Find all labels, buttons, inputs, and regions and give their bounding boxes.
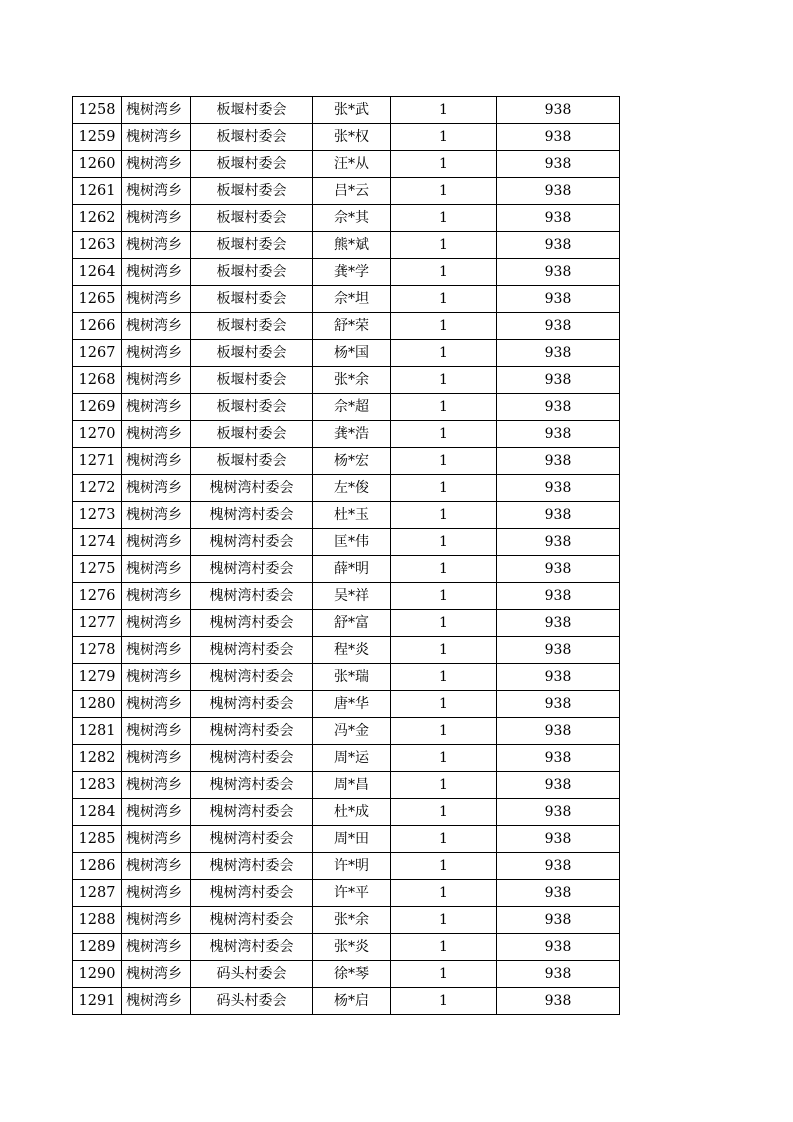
count-cell: 1	[391, 637, 497, 664]
table-row	[73, 934, 620, 961]
township-cell: 槐树湾乡	[122, 691, 191, 718]
village-committee-cell: 码头村委会	[191, 961, 313, 988]
amount-cell: 938	[497, 529, 620, 556]
amount-cell: 938	[497, 637, 620, 664]
count-cell: 1	[391, 340, 497, 367]
person-name-cell: 周*运	[313, 745, 391, 772]
table-row	[73, 367, 620, 394]
table-row	[73, 259, 620, 286]
person-name-cell: 周*田	[313, 826, 391, 853]
table-row	[73, 340, 620, 367]
row-number-cell: 1283	[73, 772, 122, 799]
township-cell: 槐树湾乡	[122, 961, 191, 988]
amount-cell: 938	[497, 907, 620, 934]
row-number-cell: 1284	[73, 799, 122, 826]
amount-cell: 938	[497, 502, 620, 529]
person-name-cell: 张*瑞	[313, 664, 391, 691]
count-cell: 1	[391, 799, 497, 826]
row-number-cell: 1277	[73, 610, 122, 637]
table-row	[73, 151, 620, 178]
table-row	[73, 880, 620, 907]
amount-cell: 938	[497, 367, 620, 394]
person-name-cell: 徐*琴	[313, 961, 391, 988]
person-name-cell: 许*平	[313, 880, 391, 907]
township-cell: 槐树湾乡	[122, 286, 191, 313]
table-row	[73, 421, 620, 448]
village-committee-cell: 槐树湾村委会	[191, 529, 313, 556]
table-row	[73, 610, 620, 637]
table-row	[73, 772, 620, 799]
village-committee-cell: 槐树湾村委会	[191, 664, 313, 691]
person-name-cell: 程*炎	[313, 637, 391, 664]
count-cell: 1	[391, 961, 497, 988]
row-number-cell: 1291	[73, 988, 122, 1015]
village-committee-cell: 板堰村委会	[191, 205, 313, 232]
person-name-cell: 杨*宏	[313, 448, 391, 475]
person-name-cell: 龚*学	[313, 259, 391, 286]
township-cell: 槐树湾乡	[122, 799, 191, 826]
row-number-cell: 1286	[73, 853, 122, 880]
village-committee-cell: 板堰村委会	[191, 313, 313, 340]
village-committee-cell: 槐树湾村委会	[191, 583, 313, 610]
township-cell: 槐树湾乡	[122, 124, 191, 151]
row-number-cell: 1281	[73, 718, 122, 745]
amount-cell: 938	[497, 232, 620, 259]
township-cell: 槐树湾乡	[122, 826, 191, 853]
count-cell: 1	[391, 691, 497, 718]
person-name-cell: 张*余	[313, 907, 391, 934]
township-cell: 槐树湾乡	[122, 313, 191, 340]
village-committee-cell: 槐树湾村委会	[191, 556, 313, 583]
village-committee-cell: 板堰村委会	[191, 421, 313, 448]
count-cell: 1	[391, 583, 497, 610]
village-committee-cell: 板堰村委会	[191, 340, 313, 367]
village-committee-cell: 槐树湾村委会	[191, 934, 313, 961]
row-number-cell: 1262	[73, 205, 122, 232]
village-committee-cell: 板堰村委会	[191, 97, 313, 124]
row-number-cell: 1273	[73, 502, 122, 529]
table-row	[73, 448, 620, 475]
amount-cell: 938	[497, 934, 620, 961]
table-row	[73, 124, 620, 151]
person-name-cell: 熊*斌	[313, 232, 391, 259]
row-number-cell: 1276	[73, 583, 122, 610]
count-cell: 1	[391, 664, 497, 691]
village-committee-cell: 板堰村委会	[191, 394, 313, 421]
township-cell: 槐树湾乡	[122, 664, 191, 691]
person-name-cell: 佘*坦	[313, 286, 391, 313]
table-body	[73, 97, 620, 1015]
count-cell: 1	[391, 988, 497, 1015]
count-cell: 1	[391, 529, 497, 556]
township-cell: 槐树湾乡	[122, 340, 191, 367]
village-committee-cell: 槐树湾村委会	[191, 637, 313, 664]
amount-cell: 938	[497, 124, 620, 151]
table-row	[73, 961, 620, 988]
person-name-cell: 汪*从	[313, 151, 391, 178]
row-number-cell: 1260	[73, 151, 122, 178]
amount-cell: 938	[497, 286, 620, 313]
row-number-cell: 1270	[73, 421, 122, 448]
township-cell: 槐树湾乡	[122, 988, 191, 1015]
village-committee-cell: 槐树湾村委会	[191, 880, 313, 907]
row-number-cell: 1259	[73, 124, 122, 151]
table-row	[73, 97, 620, 124]
township-cell: 槐树湾乡	[122, 502, 191, 529]
row-number-cell: 1271	[73, 448, 122, 475]
person-name-cell: 唐*华	[313, 691, 391, 718]
township-cell: 槐树湾乡	[122, 907, 191, 934]
township-cell: 槐树湾乡	[122, 151, 191, 178]
table-row	[73, 232, 620, 259]
amount-cell: 938	[497, 772, 620, 799]
table-row	[73, 475, 620, 502]
person-name-cell: 杨*启	[313, 988, 391, 1015]
township-cell: 槐树湾乡	[122, 529, 191, 556]
table-row	[73, 205, 620, 232]
table-row	[73, 907, 620, 934]
count-cell: 1	[391, 934, 497, 961]
row-number-cell: 1264	[73, 259, 122, 286]
amount-cell: 938	[497, 205, 620, 232]
amount-cell: 938	[497, 826, 620, 853]
person-name-cell: 杜*成	[313, 799, 391, 826]
person-name-cell: 左*俊	[313, 475, 391, 502]
amount-cell: 938	[497, 97, 620, 124]
township-cell: 槐树湾乡	[122, 367, 191, 394]
township-cell: 槐树湾乡	[122, 448, 191, 475]
count-cell: 1	[391, 232, 497, 259]
row-number-cell: 1278	[73, 637, 122, 664]
village-committee-cell: 槐树湾村委会	[191, 826, 313, 853]
village-committee-cell: 槐树湾村委会	[191, 718, 313, 745]
amount-cell: 938	[497, 151, 620, 178]
township-cell: 槐树湾乡	[122, 853, 191, 880]
count-cell: 1	[391, 97, 497, 124]
row-number-cell: 1265	[73, 286, 122, 313]
person-name-cell: 杜*玉	[313, 502, 391, 529]
village-committee-cell: 槐树湾村委会	[191, 907, 313, 934]
township-cell: 槐树湾乡	[122, 178, 191, 205]
row-number-cell: 1258	[73, 97, 122, 124]
amount-cell: 938	[497, 259, 620, 286]
table-row	[73, 394, 620, 421]
count-cell: 1	[391, 151, 497, 178]
township-cell: 槐树湾乡	[122, 205, 191, 232]
person-name-cell: 冯*金	[313, 718, 391, 745]
row-number-cell: 1269	[73, 394, 122, 421]
village-committee-cell: 板堰村委会	[191, 151, 313, 178]
amount-cell: 938	[497, 313, 620, 340]
village-committee-cell: 槐树湾村委会	[191, 691, 313, 718]
person-name-cell: 匡*伟	[313, 529, 391, 556]
township-cell: 槐树湾乡	[122, 718, 191, 745]
row-number-cell: 1268	[73, 367, 122, 394]
count-cell: 1	[391, 610, 497, 637]
person-name-cell: 薛*明	[313, 556, 391, 583]
township-cell: 槐树湾乡	[122, 583, 191, 610]
person-name-cell: 张*余	[313, 367, 391, 394]
amount-cell: 938	[497, 178, 620, 205]
amount-cell: 938	[497, 340, 620, 367]
amount-cell: 938	[497, 583, 620, 610]
person-name-cell: 张*武	[313, 97, 391, 124]
person-name-cell: 杨*国	[313, 340, 391, 367]
row-number-cell: 1279	[73, 664, 122, 691]
amount-cell: 938	[497, 961, 620, 988]
amount-cell: 938	[497, 421, 620, 448]
amount-cell: 938	[497, 556, 620, 583]
person-name-cell: 张*权	[313, 124, 391, 151]
table-row	[73, 853, 620, 880]
row-number-cell: 1289	[73, 934, 122, 961]
amount-cell: 938	[497, 610, 620, 637]
count-cell: 1	[391, 205, 497, 232]
table-row	[73, 691, 620, 718]
table-row	[73, 583, 620, 610]
amount-cell: 938	[497, 853, 620, 880]
count-cell: 1	[391, 367, 497, 394]
township-cell: 槐树湾乡	[122, 259, 191, 286]
table-row	[73, 826, 620, 853]
table-row	[73, 637, 620, 664]
person-name-cell: 吴*祥	[313, 583, 391, 610]
township-cell: 槐树湾乡	[122, 745, 191, 772]
row-number-cell: 1287	[73, 880, 122, 907]
row-number-cell: 1267	[73, 340, 122, 367]
row-number-cell: 1290	[73, 961, 122, 988]
person-name-cell: 佘*超	[313, 394, 391, 421]
person-name-cell: 吕*云	[313, 178, 391, 205]
count-cell: 1	[391, 826, 497, 853]
row-number-cell: 1263	[73, 232, 122, 259]
township-cell: 槐树湾乡	[122, 475, 191, 502]
table-row	[73, 745, 620, 772]
count-cell: 1	[391, 178, 497, 205]
township-cell: 槐树湾乡	[122, 637, 191, 664]
village-committee-cell: 板堰村委会	[191, 259, 313, 286]
village-committee-cell: 板堰村委会	[191, 124, 313, 151]
amount-cell: 938	[497, 664, 620, 691]
township-cell: 槐树湾乡	[122, 556, 191, 583]
row-number-cell: 1280	[73, 691, 122, 718]
row-number-cell: 1288	[73, 907, 122, 934]
amount-cell: 938	[497, 988, 620, 1015]
village-committee-cell: 槐树湾村委会	[191, 745, 313, 772]
amount-cell: 938	[497, 745, 620, 772]
person-name-cell: 舒*富	[313, 610, 391, 637]
township-cell: 槐树湾乡	[122, 97, 191, 124]
amount-cell: 938	[497, 691, 620, 718]
count-cell: 1	[391, 556, 497, 583]
table-row	[73, 286, 620, 313]
table-row	[73, 313, 620, 340]
village-committee-cell: 板堰村委会	[191, 178, 313, 205]
amount-cell: 938	[497, 718, 620, 745]
beneficiary-table	[72, 96, 620, 1015]
village-committee-cell: 槐树湾村委会	[191, 610, 313, 637]
village-committee-cell: 槐树湾村委会	[191, 502, 313, 529]
person-name-cell: 周*昌	[313, 772, 391, 799]
amount-cell: 938	[497, 880, 620, 907]
table-row	[73, 529, 620, 556]
township-cell: 槐树湾乡	[122, 232, 191, 259]
table-row	[73, 502, 620, 529]
row-number-cell: 1266	[73, 313, 122, 340]
count-cell: 1	[391, 907, 497, 934]
township-cell: 槐树湾乡	[122, 421, 191, 448]
table-row	[73, 664, 620, 691]
row-number-cell: 1285	[73, 826, 122, 853]
township-cell: 槐树湾乡	[122, 394, 191, 421]
village-committee-cell: 码头村委会	[191, 988, 313, 1015]
count-cell: 1	[391, 475, 497, 502]
count-cell: 1	[391, 853, 497, 880]
village-committee-cell: 槐树湾村委会	[191, 853, 313, 880]
count-cell: 1	[391, 124, 497, 151]
village-committee-cell: 板堰村委会	[191, 286, 313, 313]
amount-cell: 938	[497, 448, 620, 475]
row-number-cell: 1261	[73, 178, 122, 205]
township-cell: 槐树湾乡	[122, 880, 191, 907]
person-name-cell: 佘*其	[313, 205, 391, 232]
township-cell: 槐树湾乡	[122, 772, 191, 799]
count-cell: 1	[391, 880, 497, 907]
village-committee-cell: 板堰村委会	[191, 367, 313, 394]
count-cell: 1	[391, 745, 497, 772]
count-cell: 1	[391, 259, 497, 286]
count-cell: 1	[391, 718, 497, 745]
person-name-cell: 张*炎	[313, 934, 391, 961]
table-row	[73, 799, 620, 826]
village-committee-cell: 槐树湾村委会	[191, 772, 313, 799]
table-row	[73, 718, 620, 745]
township-cell: 槐树湾乡	[122, 934, 191, 961]
row-number-cell: 1272	[73, 475, 122, 502]
count-cell: 1	[391, 286, 497, 313]
count-cell: 1	[391, 421, 497, 448]
row-number-cell: 1275	[73, 556, 122, 583]
amount-cell: 938	[497, 394, 620, 421]
amount-cell: 938	[497, 799, 620, 826]
village-committee-cell: 板堰村委会	[191, 448, 313, 475]
row-number-cell: 1274	[73, 529, 122, 556]
village-committee-cell: 槐树湾村委会	[191, 475, 313, 502]
count-cell: 1	[391, 772, 497, 799]
person-name-cell: 许*明	[313, 853, 391, 880]
row-number-cell: 1282	[73, 745, 122, 772]
village-committee-cell: 槐树湾村委会	[191, 799, 313, 826]
count-cell: 1	[391, 313, 497, 340]
table-row	[73, 178, 620, 205]
table-row	[73, 556, 620, 583]
amount-cell: 938	[497, 475, 620, 502]
count-cell: 1	[391, 502, 497, 529]
township-cell: 槐树湾乡	[122, 610, 191, 637]
count-cell: 1	[391, 448, 497, 475]
count-cell: 1	[391, 394, 497, 421]
village-committee-cell: 板堰村委会	[191, 232, 313, 259]
table-row	[73, 988, 620, 1015]
person-name-cell: 舒*荣	[313, 313, 391, 340]
person-name-cell: 龚*浩	[313, 421, 391, 448]
